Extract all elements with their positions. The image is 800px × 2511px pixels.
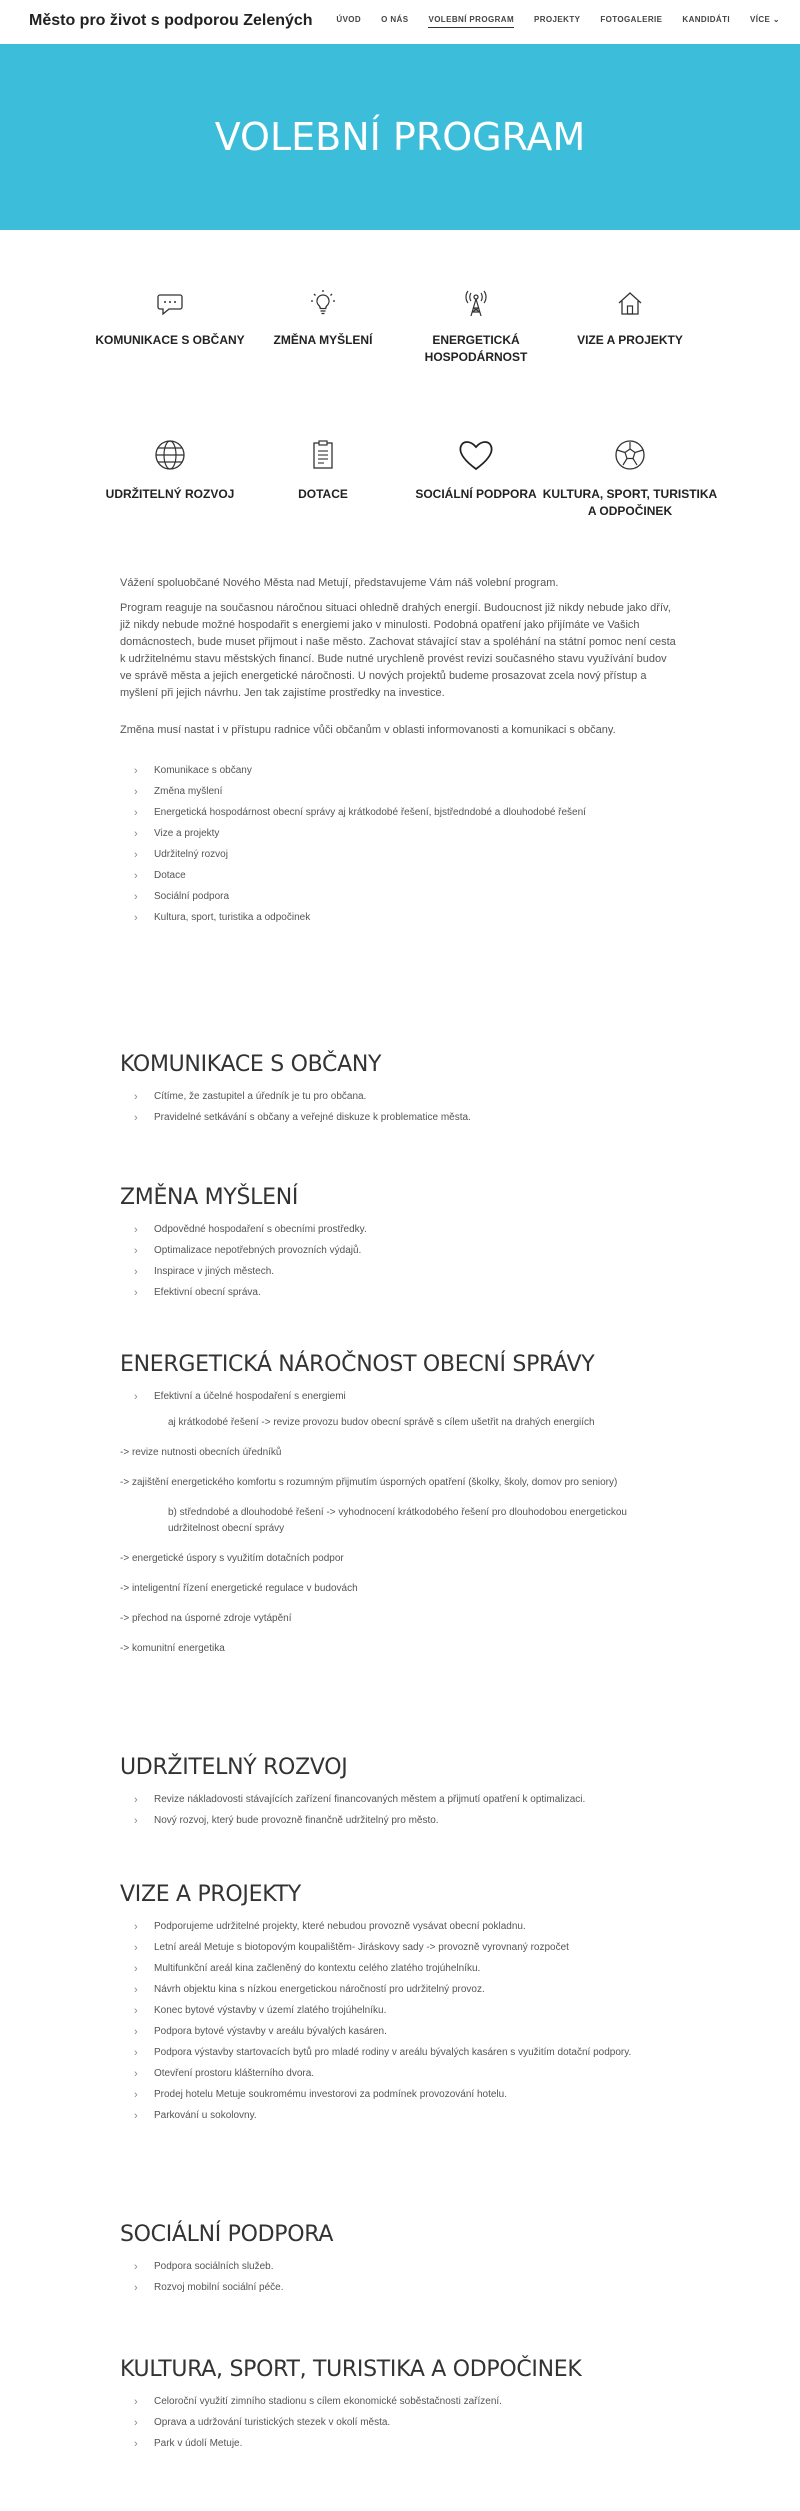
list-item: › Park v údolí Metuje. xyxy=(120,2436,680,2452)
page-title: VOLEBNÍ PROGRAM xyxy=(214,115,586,159)
list-item: › Parkování u sokolovny. xyxy=(120,2108,680,2124)
sub-paragraph: -> komunitní energetika xyxy=(120,1643,225,1654)
speech-bubble-icon xyxy=(155,288,185,318)
list-item: › Efektivní obecní správa. xyxy=(120,1285,680,1301)
intro-paragraph: Program reaguje na současnou náročnou situaci ohledně drahých energií. Budoucnost již nikdy nebude jako dřív, již nikdy nebude možné hospodařit s energiemi jako v minulosti. Podobná opatření jako přijímáte ve Vašich domácnostech, bude muset přijmout i naše město. Zachovat stávající stav a spoléhání na státní pomoc není cesta k udržitelnému stavu městských financí. Bude nutné urychleně provést revizi současného stavu využívání budov ve správě města a jejich energetické náročnosti. U nových projektů budeme prosazovat zcela nový přístup a myšlení při jejich návrhu. Jen tak zajistíme prostředky na investice. xyxy=(120,602,676,699)
list-item: › Odpovědné hospodaření s obecními prostředky. xyxy=(120,1222,680,1238)
list-item: › Prodej hotelu Metuje soukromému investorovi za podmínek provozování hotelu. xyxy=(120,2087,680,2103)
clipboard-icon xyxy=(306,438,340,472)
section-heading: ENERGETICKÁ NÁROČNOST OBECNÍ SPRÁVY xyxy=(120,1352,595,1377)
sub-paragraph: -> zajištění energetického komfortu s rozumným přijmutím úsporných opatření (školky, školy, domov pro seniory) xyxy=(120,1477,618,1488)
heart-icon xyxy=(457,438,495,472)
nav-o-nas[interactable]: O NÁS xyxy=(381,15,409,24)
section-komunikace xyxy=(120,1052,680,1131)
icon-label: KOMUNIKACE S OBČANY xyxy=(95,333,245,347)
section-zmena xyxy=(120,1185,680,1306)
sub-paragraph: b) středndobé a dlouhodobé řešení -> vyhodnocení krátkodobého řešení pro dlouhodobou energetickou udržitelnost obecní správy xyxy=(168,1507,627,1534)
toc-item[interactable]: › Vize a projekty xyxy=(120,826,680,842)
section-heading: VIZE A PROJEKTY xyxy=(120,1882,301,1907)
icon-label: ENERGETICKÁ HOSPODÁRNOST xyxy=(424,333,528,364)
list-item: › Oprava a udržování turistických stezek v okolí města. xyxy=(120,2415,680,2431)
icon-label: VIZE A PROJEKTY xyxy=(577,333,683,347)
sub-paragraph: -> revize nutnosti obecních úředníků xyxy=(120,1447,282,1458)
list-item: › Podpora výstavby startovacích bytů pro mladé rodiny v areálu bývalých kasáren s využitím dotační podpory. xyxy=(120,2045,680,2061)
nav-projekty[interactable]: PROJEKTY xyxy=(534,15,581,24)
globe-icon xyxy=(153,438,187,472)
list-item: › Cítíme, že zastupitel a úředník je tu pro občana. xyxy=(120,1089,680,1105)
list-item: › Letní areál Metuje s biotopovým koupalištěm- Jiráskovy sady -> provozně vyrovnaný rozpočet xyxy=(120,1940,680,1956)
icon-label: SOCIÁLNÍ PODPORA xyxy=(415,487,537,501)
icon-label: UDRŽITELNÝ ROZVOJ xyxy=(105,487,235,501)
main-nav xyxy=(336,15,780,28)
section-heading: SOCIÁLNÍ PODPORA xyxy=(120,2222,334,2247)
toc-item[interactable]: › Komunikace s občany xyxy=(120,763,680,779)
list-item: › Otevření prostoru klášterního dvora. xyxy=(120,2066,680,2082)
section-socialni xyxy=(120,2222,680,2301)
list-item: › Podporujeme udržitelné projekty, které nebudou provozně vysávat obecní pokladnu. xyxy=(120,1919,680,1935)
section-heading: UDRŽITELNÝ ROZVOJ xyxy=(120,1755,348,1780)
toc-item[interactable]: › Udržitelný rozvoj xyxy=(120,847,680,863)
house-icon xyxy=(615,288,645,318)
section-heading: KULTURA, SPORT, TURISTIKA A ODPOČINEK xyxy=(120,2357,582,2382)
list-item: › Multifunkční areál kina začleněný do kontextu celého zlatého trojúhelníku. xyxy=(120,1961,680,1977)
toc-item[interactable]: › Změna myšlení xyxy=(120,784,680,800)
list-item: › Efektivní a účelné hospodaření s energiemi xyxy=(120,1389,680,1405)
intro-section xyxy=(120,575,680,931)
icon-cell-vize[interactable] xyxy=(540,288,720,349)
sub-paragraph: -> energetické úspory s využitím dotačních podpor xyxy=(120,1553,344,1564)
lightbulb-icon xyxy=(308,288,338,318)
nav-fotogalerie[interactable]: FOTOGALERIE xyxy=(600,15,663,24)
list-item: › Rozvoj mobilní sociální péče. xyxy=(120,2280,680,2296)
section-heading: ZMĚNA MYŠLENÍ xyxy=(120,1185,299,1210)
list-item: › Konec bytové výstavby v území zlatého trojúhelníku. xyxy=(120,2003,680,2019)
list-item: › Inspirace v jiných městech. xyxy=(120,1264,680,1280)
sub-paragraph: -> přechod na úsporné zdroje vytápění xyxy=(120,1613,292,1624)
site-title[interactable]: Město pro život s podporou Zelených xyxy=(29,12,313,29)
section-energeticka xyxy=(120,1352,680,1671)
nav-kandidati[interactable]: KANDIDÁTI xyxy=(682,15,730,24)
icon-label: KULTURA, SPORT, TURISTIKA A ODPOČINEK xyxy=(542,487,718,518)
section-kultura xyxy=(120,2357,680,2457)
toc-item[interactable]: › Sociální podpora xyxy=(120,889,680,905)
list-item: › Optimalizace nepotřebných provozních výdajů. xyxy=(120,1243,680,1259)
nav-volebni-program[interactable]: VOLEBNÍ PROGRAM xyxy=(428,15,514,28)
toc-item[interactable]: › Dotace xyxy=(120,868,680,884)
list-item: › Podpora bytové výstavby v areálu bývalých kasáren. xyxy=(120,2024,680,2040)
toc-item[interactable]: › Kultura, sport, turistika a odpočinek xyxy=(120,910,680,926)
icon-label: ZMĚNA MYŠLENÍ xyxy=(273,333,373,347)
tower-icon xyxy=(461,288,491,318)
site-header xyxy=(0,0,800,44)
icon-cell-socialni[interactable] xyxy=(386,438,566,503)
ball-icon xyxy=(613,438,647,472)
toc-item[interactable]: › Energetická hospodárnost obecní správy aj krátkodobé řešení, bjstředndobé a dlouhodobé řešení xyxy=(120,805,680,821)
icon-cell-kultura[interactable] xyxy=(540,438,720,520)
section-vize xyxy=(120,1882,680,2129)
icon-grid xyxy=(0,230,800,570)
list-item: › Pravidelné setkávání s občany a veřejné diskuze k problematice města. xyxy=(120,1110,680,1126)
list-item: › Celoroční využití zimního stadionu s cílem ekonomické soběstačnosti zařízení. xyxy=(120,2394,680,2410)
intro-paragraph: Vážení spoluobčané Nového Města nad Metují, představujeme Vám náš volební program. xyxy=(120,577,559,589)
intro-paragraph: Změna musí nastat i v přístupu radnice vůči občanům v oblasti informovanosti a komunikaci s občany. xyxy=(120,724,616,736)
nav-uvod[interactable]: ÚVOD xyxy=(336,15,362,24)
nav-vice[interactable]: VÍCE ⌄ xyxy=(750,15,780,24)
list-item: › Revize nákladovosti stávajících zařízení financovaných městem a přijmutí opatření k optimalizaci. xyxy=(120,1792,680,1808)
list-item: › Návrh objektu kina s nízkou energetickou náročností pro udržitelný provoz. xyxy=(120,1982,680,1998)
sub-paragraph: -> inteligentní řízení energetické regulace v budovách xyxy=(120,1583,358,1594)
icon-cell-energeticka[interactable] xyxy=(386,288,566,366)
list-item: › Podpora sociálních služeb. xyxy=(120,2259,680,2275)
sub-paragraph: aj krátkodobé řešení -> revize provozu budov obecní správě s cílem ušetřit na drahých energiích xyxy=(168,1417,595,1428)
list-item: › Nový rozvoj, který bude provozně finančně udržitelný pro město. xyxy=(120,1813,680,1829)
hero-banner xyxy=(0,44,800,230)
toc-list xyxy=(120,763,680,926)
icon-label: DOTACE xyxy=(298,487,348,501)
section-udrzitelny xyxy=(120,1755,680,1834)
section-heading: KOMUNIKACE S OBČANY xyxy=(120,1052,382,1077)
